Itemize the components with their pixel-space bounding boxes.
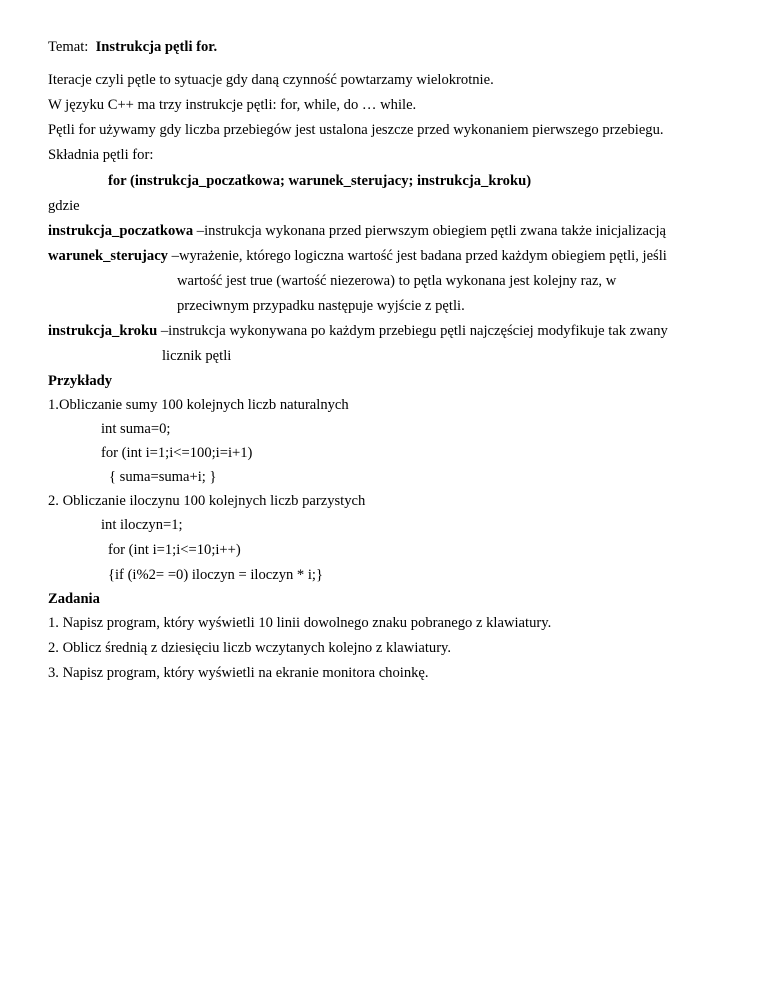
definition-condition [48,247,667,265]
definition-term: instrukcja_poczatkowa [48,223,194,239]
intro-line-2: W języku C++ ma trzy instrukcje pętli: for, while, do … while. [48,97,417,113]
syntax-line [108,172,531,190]
topic-line [48,38,217,56]
code-line: int iloczyn=1; [101,517,183,533]
topic-label: Temat: [48,39,89,55]
intro-line-3: Pętli for używamy gdy liczba przebiegów jest ustalona jeszcze przed wykonaniem pierwszego przebiegu. [48,122,664,138]
definition-text: –instrukcja wykonana przed pierwszym obiegiem pętli zwana także inicjalizacją [196,223,667,239]
code-line: int suma=0; [101,421,171,437]
code-line: for (int i=1;i<=100;i=i+1) [101,445,253,461]
examples-heading [48,372,112,390]
tasks-heading-text: Zadania [48,591,100,607]
topic-title: Instrukcja pętli for. [95,39,218,55]
intro-line-1: Iteracje czyli pętle to sytuacje gdy daną czynność powtarzamy wielokrotnie. [48,72,494,88]
tasks-heading [48,590,100,608]
task-item: 2. Oblicz średnią z dziesięciu liczb wczytanych kolejno z klawiatury. [48,640,452,656]
intro-line-4: Składnia pętli for: [48,147,154,163]
example-title: 2. Obliczanie iloczynu 100 kolejnych liczb parzystych [48,493,366,509]
definition-text: –instrukcja wykonywana po każdym przebiegu pętli najczęściej modyfikuje tak zwany [160,323,668,339]
definition-step [48,322,668,340]
code-line: { suma=suma+i; } [109,469,217,485]
definition-text: –wyrażenie, którego logiczna wartość jest badana przed każdym obiegiem pętli, jeśli [171,248,667,264]
example-title: 1.Obliczanie sumy 100 kolejnych liczb naturalnych [48,397,349,413]
where-label: gdzie [48,198,80,214]
task-item: 3. Napisz program, który wyświetli na ekranie monitora choinkę. [48,665,429,681]
task-item: 1. Napisz program, który wyświetli 10 linii dowolnego znaku pobranego z klawiatury. [48,615,552,631]
syntax-text: for (instrukcja_poczatkowa; warunek_sterujacy; instrukcja_kroku) [108,173,532,189]
definition-initial [48,222,666,240]
examples-heading-text: Przykłady [48,373,113,389]
definition-continuation: licznik pętli [162,348,232,364]
definition-continuation: przeciwnym przypadku następuje wyjście z pętli. [177,298,465,314]
definition-term: instrukcja_kroku [48,323,158,339]
definition-continuation: wartość jest true (wartość niezerowa) to pętla wykonana jest kolejny raz, w [177,273,617,289]
definition-term: warunek_sterujacy [48,248,168,264]
code-line: {if (i%2= =0) iloczyn = iloczyn * i;} [108,567,323,583]
code-line: for (int i=1;i<=10;i++) [108,542,241,558]
